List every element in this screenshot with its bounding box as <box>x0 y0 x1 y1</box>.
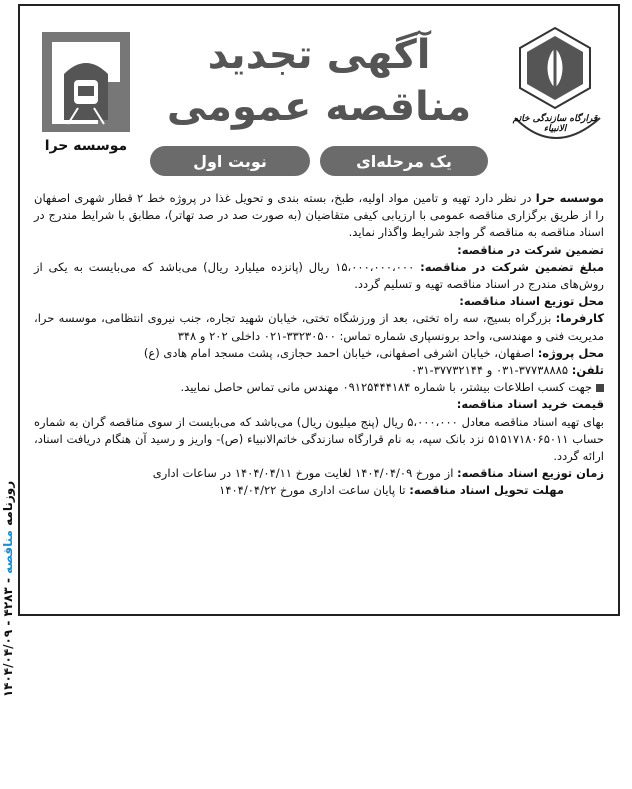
guarantee-label: مبلغ تضمین شرکت در مناقصه: <box>420 259 604 274</box>
phone-text: ۳۷۷۳۸۸۸۵-۰۳۱ و ۳۷۷۳۲۱۴۴-۰۳۱ <box>411 363 569 378</box>
stage-badge: یک مرحله‌ای <box>320 146 488 176</box>
side-date: ۱۴۰۴/۰۴/۰۹ <box>1 629 15 698</box>
side-brand: مناقصه <box>1 530 15 574</box>
info-text: جهت کسب اطلاعات بیشتر، با شماره ۰۹۱۲۵۴۴۴۱۸۴ مهندس مانی تماس حاصل نمایید. <box>180 380 592 395</box>
project-paragraph <box>34 345 604 362</box>
side-caption: روزنامه مناقصه - ۴۲۸۳ - ۱۴۰۴/۰۴/۰۹ <box>1 480 15 698</box>
bullet-icon <box>596 384 604 392</box>
intro-text: در نظر دارد تهیه و تامین مواد اولیه، طبخ، بسته بندی و تحویل غذا در پروژه خط ۲ قطار شهری اصفهان را از طریق برگزاری مناقصه عمومی با ارزیابی کیفی متقاضیان (به صورت صد در صد تهاتر)، مطابق با شرایط مندرج در اسناد مناقصه به مناقصه گر واجد شرایط واگذار نماید. <box>34 191 604 240</box>
time-paragraph <box>34 465 604 482</box>
round-badge: نوبت اول <box>150 146 310 176</box>
side-issue: ۴۲۸۳ <box>1 587 15 617</box>
distribution-heading: محل توزیع اسناد مناقصه: <box>459 294 604 309</box>
notice-body <box>34 190 604 500</box>
phone-label: تلفن: <box>571 363 604 378</box>
guarantee-paragraph <box>34 259 604 293</box>
side-paper: روزنامه <box>1 480 15 526</box>
project-text: اصفهان، خیابان اشرفی اصفهانی، خیابان احمد حجازی، پشت مسجد امام هادی (ع) <box>143 345 535 360</box>
title-line-1: آگهی تجدید <box>207 32 431 78</box>
project-label: محل پروژه: <box>537 345 604 360</box>
time-label: زمان توزیع اسناد مناقصه: <box>457 466 604 481</box>
left-logo-name: موسسه حرا <box>44 138 128 154</box>
deadline-label: مهلت تحویل اسناد مناقصه: <box>409 483 564 498</box>
tunnel-train-icon <box>38 28 134 138</box>
guarantee-text: ۱۵،۰۰۰،۰۰۰،۰۰۰ ریال (پانزده میلیارد ریال) می‌باشد که می‌بایست به یکی از روش‌های مندرج در اسناد مناقصه تهیه و تسلیم گردد. <box>34 259 604 292</box>
deadline-paragraph <box>34 482 604 499</box>
phone-paragraph <box>34 362 604 379</box>
iran-emblem-icon <box>500 18 610 158</box>
employer-text: بزرگراه بسیج، سه راه تختی، بعد از ورزشگاه تختی، خیابان شهید تجاره، جنب نیروی انتظامی، موسسه حرا، مدیریت فنی و مهندسی، واحد برونسپاری شماره تماس: ۳۳۲۳۰۵۰۰-۰۲۱ داخلی ۲۰۲ و ۳۴۸ <box>34 311 604 343</box>
intro-paragraph <box>34 190 604 242</box>
time-text: از مورخ ۱۴۰۴/۰۴/۰۹ لغایت مورخ ۱۴۰۴/۰۴/۱۱ در ساعات اداری <box>152 466 454 481</box>
notice-header <box>20 6 618 186</box>
employer-label: کارفرما: <box>555 311 605 326</box>
deadline-text: تا پایان ساعت اداری مورخ ۱۴۰۴/۰۴/۲۲ <box>219 483 406 498</box>
notice-frame <box>18 4 620 616</box>
side-strip <box>0 200 18 698</box>
right-logo-caption: قرارگاه سازندگی خاتم الانبیاء <box>512 114 598 134</box>
price-heading: قیمت خرید اسناد مناقصه: <box>456 397 604 412</box>
title-line-2: مناقصه عمومی <box>166 84 472 130</box>
guarantee-heading: تضمین شرکت در مناقصه: <box>457 242 604 257</box>
info-paragraph <box>34 379 604 396</box>
price-paragraph: بهای تهیه اسناد مناقصه معادل ۵،۰۰۰،۰۰۰ ریال (پنج میلیون ریال) می‌باشد که می‌بایست از سوی مناقصه گران به شماره حساب ۵۱۵۱۷۱۸۰۶۵۰۱۱ نزد بانک سپه، به نام قرارگاه سازندگی خاتم‌الانبیاء (ص)- واریز و رسید آن هنگام دریافت اسناد، ارائه گردد. <box>34 414 605 464</box>
employer-paragraph <box>34 310 604 344</box>
intro-label: موسسه حرا <box>535 191 604 205</box>
